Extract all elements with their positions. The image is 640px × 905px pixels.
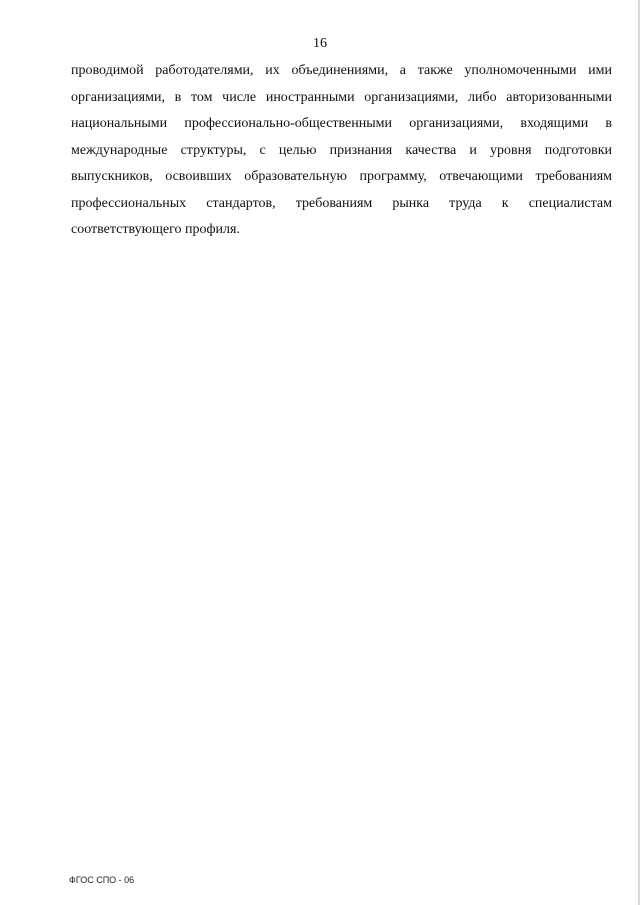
- paragraph-line-6: профессиональных стандартов, требованиям рынка труда к специалистам: [71, 195, 612, 211]
- paragraph-line-4: международные структуры, с целью признания качества и уровня подготовки: [71, 142, 612, 158]
- paragraph-line-7: соответствующего профиля.: [71, 222, 240, 237]
- footer-document-code: ФГОС СПО - 06: [69, 875, 135, 885]
- paragraph-line-5: выпускников, освоивших образовательную программу, отвечающими требованиям: [71, 169, 612, 184]
- body-paragraph: [71, 58, 612, 244]
- paragraph-line-2: организациями, в том числе иностранными организациями, либо авторизованными: [71, 89, 612, 105]
- page-number: 16: [313, 36, 327, 51]
- paragraph-line-1: проводимой работодателями, их объединениями, а также уполномоченными ими: [71, 63, 612, 78]
- paragraph-line-3: национальными профессионально-общественными организациями, входящими в: [71, 116, 612, 131]
